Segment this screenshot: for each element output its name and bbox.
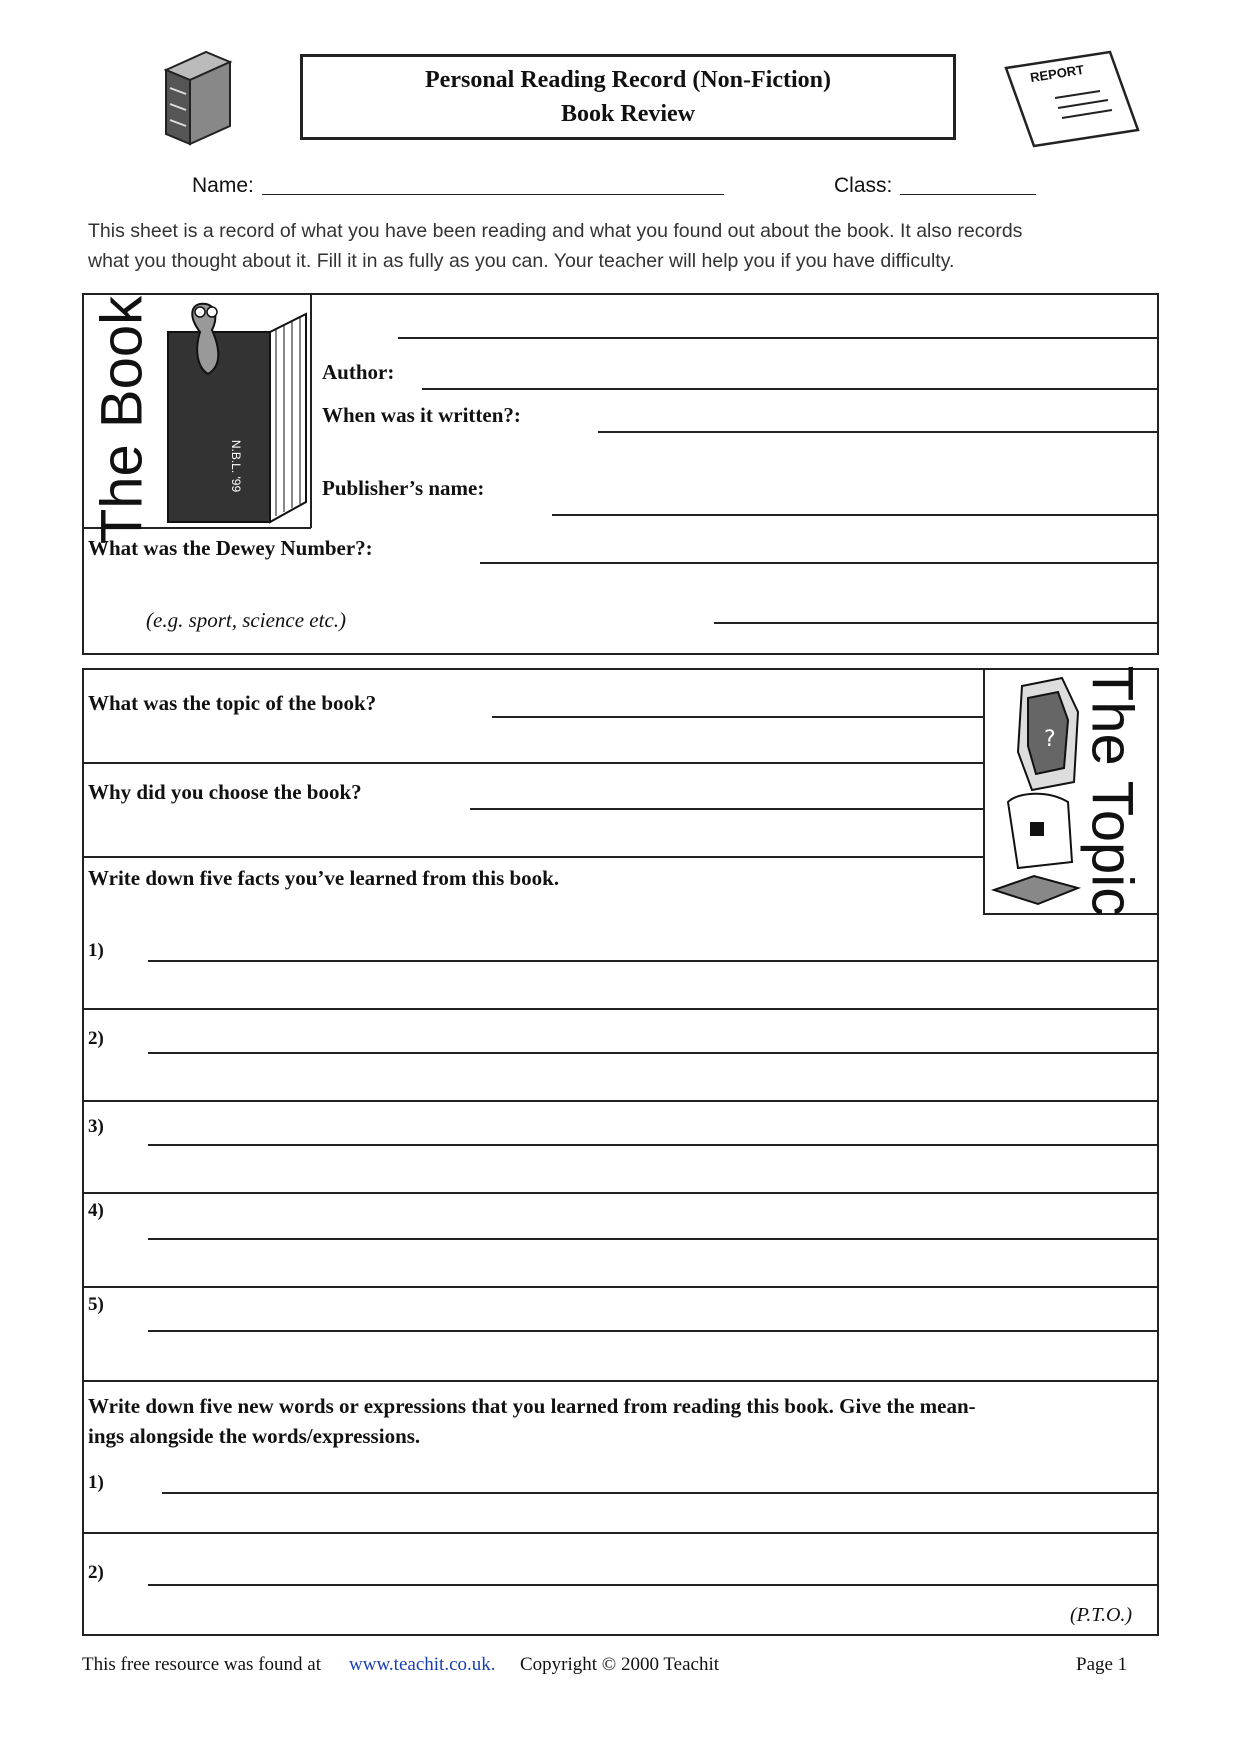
dewey-label: What was the Dewey Number?: <box>88 536 373 560</box>
topic-image-divider <box>983 668 985 914</box>
fact-number-5: 5) <box>88 1294 104 1315</box>
words-question-line-1: Write down five new words or expressions that you learned from reading this book. Give the mean- <box>88 1394 976 1418</box>
footer-link[interactable]: www.teachit.co.uk. <box>349 1654 496 1675</box>
fact-number-1: 1) <box>88 940 104 961</box>
choose-question: Why did you choose the book? <box>88 780 362 804</box>
fact-field-2[interactable] <box>148 1052 1159 1054</box>
fact-field-5[interactable] <box>148 1330 1159 1332</box>
written-field[interactable] <box>598 431 1159 433</box>
bookworm-icon <box>160 296 308 526</box>
word-field-2[interactable] <box>148 1584 1159 1586</box>
row-divider-choose <box>82 856 983 858</box>
class-field[interactable] <box>900 194 1036 195</box>
page-title: Personal Reading Record (Non-Fiction) <box>425 67 831 93</box>
the-book-label: The Book <box>89 295 155 545</box>
fact-number-3: 3) <box>88 1116 104 1137</box>
fact-number-2: 2) <box>88 1028 104 1049</box>
author-label: Author: <box>322 360 395 384</box>
intro-line-1: This sheet is a record of what you have been reading and what you found out about the book. It also records <box>88 220 1023 242</box>
page-subtitle: Book Review <box>561 101 695 127</box>
svg-text:?: ? <box>1044 727 1056 752</box>
topic-question: What was the topic of the book? <box>88 691 377 715</box>
fact-field-4[interactable] <box>148 1238 1159 1240</box>
the-topic-label: The Topic <box>1079 665 1145 917</box>
class-label: Class: <box>834 174 893 197</box>
footer-copyright: Copyright © 2000 Teachit <box>520 1654 720 1675</box>
fact-number-4: 4) <box>88 1200 104 1221</box>
row-divider-fact-3 <box>82 1192 1159 1194</box>
row-divider-fact-5 <box>82 1380 1159 1382</box>
name-field[interactable] <box>262 194 724 195</box>
row-divider-fact-2 <box>82 1100 1159 1102</box>
report-icon-label: REPORT <box>1029 61 1086 86</box>
pto-note: (P.T.O.) <box>1070 1604 1133 1626</box>
dewey-hint: (e.g. sport, science etc.) <box>146 608 347 632</box>
name-label: Name: <box>192 174 254 197</box>
written-label: When was it written?: <box>322 403 521 427</box>
intro-line-2: what you thought about it. Fill it in as fully as you can. Your teacher will help you if you have difficulty. <box>88 250 955 272</box>
row-divider-word-1 <box>82 1532 1159 1534</box>
choose-field[interactable] <box>470 808 983 810</box>
book-image-divider <box>310 293 312 528</box>
dewey-field[interactable] <box>480 562 1159 564</box>
row-divider-fact-1 <box>82 1008 1159 1010</box>
word-number-2: 2) <box>88 1562 104 1583</box>
word-number-1: 1) <box>88 1472 104 1493</box>
book-title-field[interactable] <box>398 337 1159 339</box>
report-icon <box>1000 48 1145 148</box>
row-divider-fact-4 <box>82 1286 1159 1288</box>
computer-reader-icon <box>988 672 1088 908</box>
topic-field[interactable] <box>492 716 983 718</box>
publisher-label: Publisher’s name: <box>322 476 485 500</box>
dewey-subject-field[interactable] <box>714 622 1159 624</box>
footer-page-number: Page 1 <box>1076 1654 1128 1675</box>
footer-prefix: This free resource was found at <box>82 1654 321 1675</box>
title-box <box>300 54 956 140</box>
facts-question: Write down five facts you’ve learned from this book. <box>88 866 560 890</box>
words-question-line-2: ings alongside the words/expressions. <box>88 1424 421 1448</box>
author-field[interactable] <box>422 388 1159 390</box>
book-icon <box>158 48 238 148</box>
fact-field-3[interactable] <box>148 1144 1159 1146</box>
row-divider-topic <box>82 762 983 764</box>
book-spine-text: N.B.L. '99 <box>229 439 243 493</box>
fact-field-1[interactable] <box>148 960 1159 962</box>
publisher-field[interactable] <box>552 514 1159 516</box>
word-field-1[interactable] <box>162 1492 1159 1494</box>
